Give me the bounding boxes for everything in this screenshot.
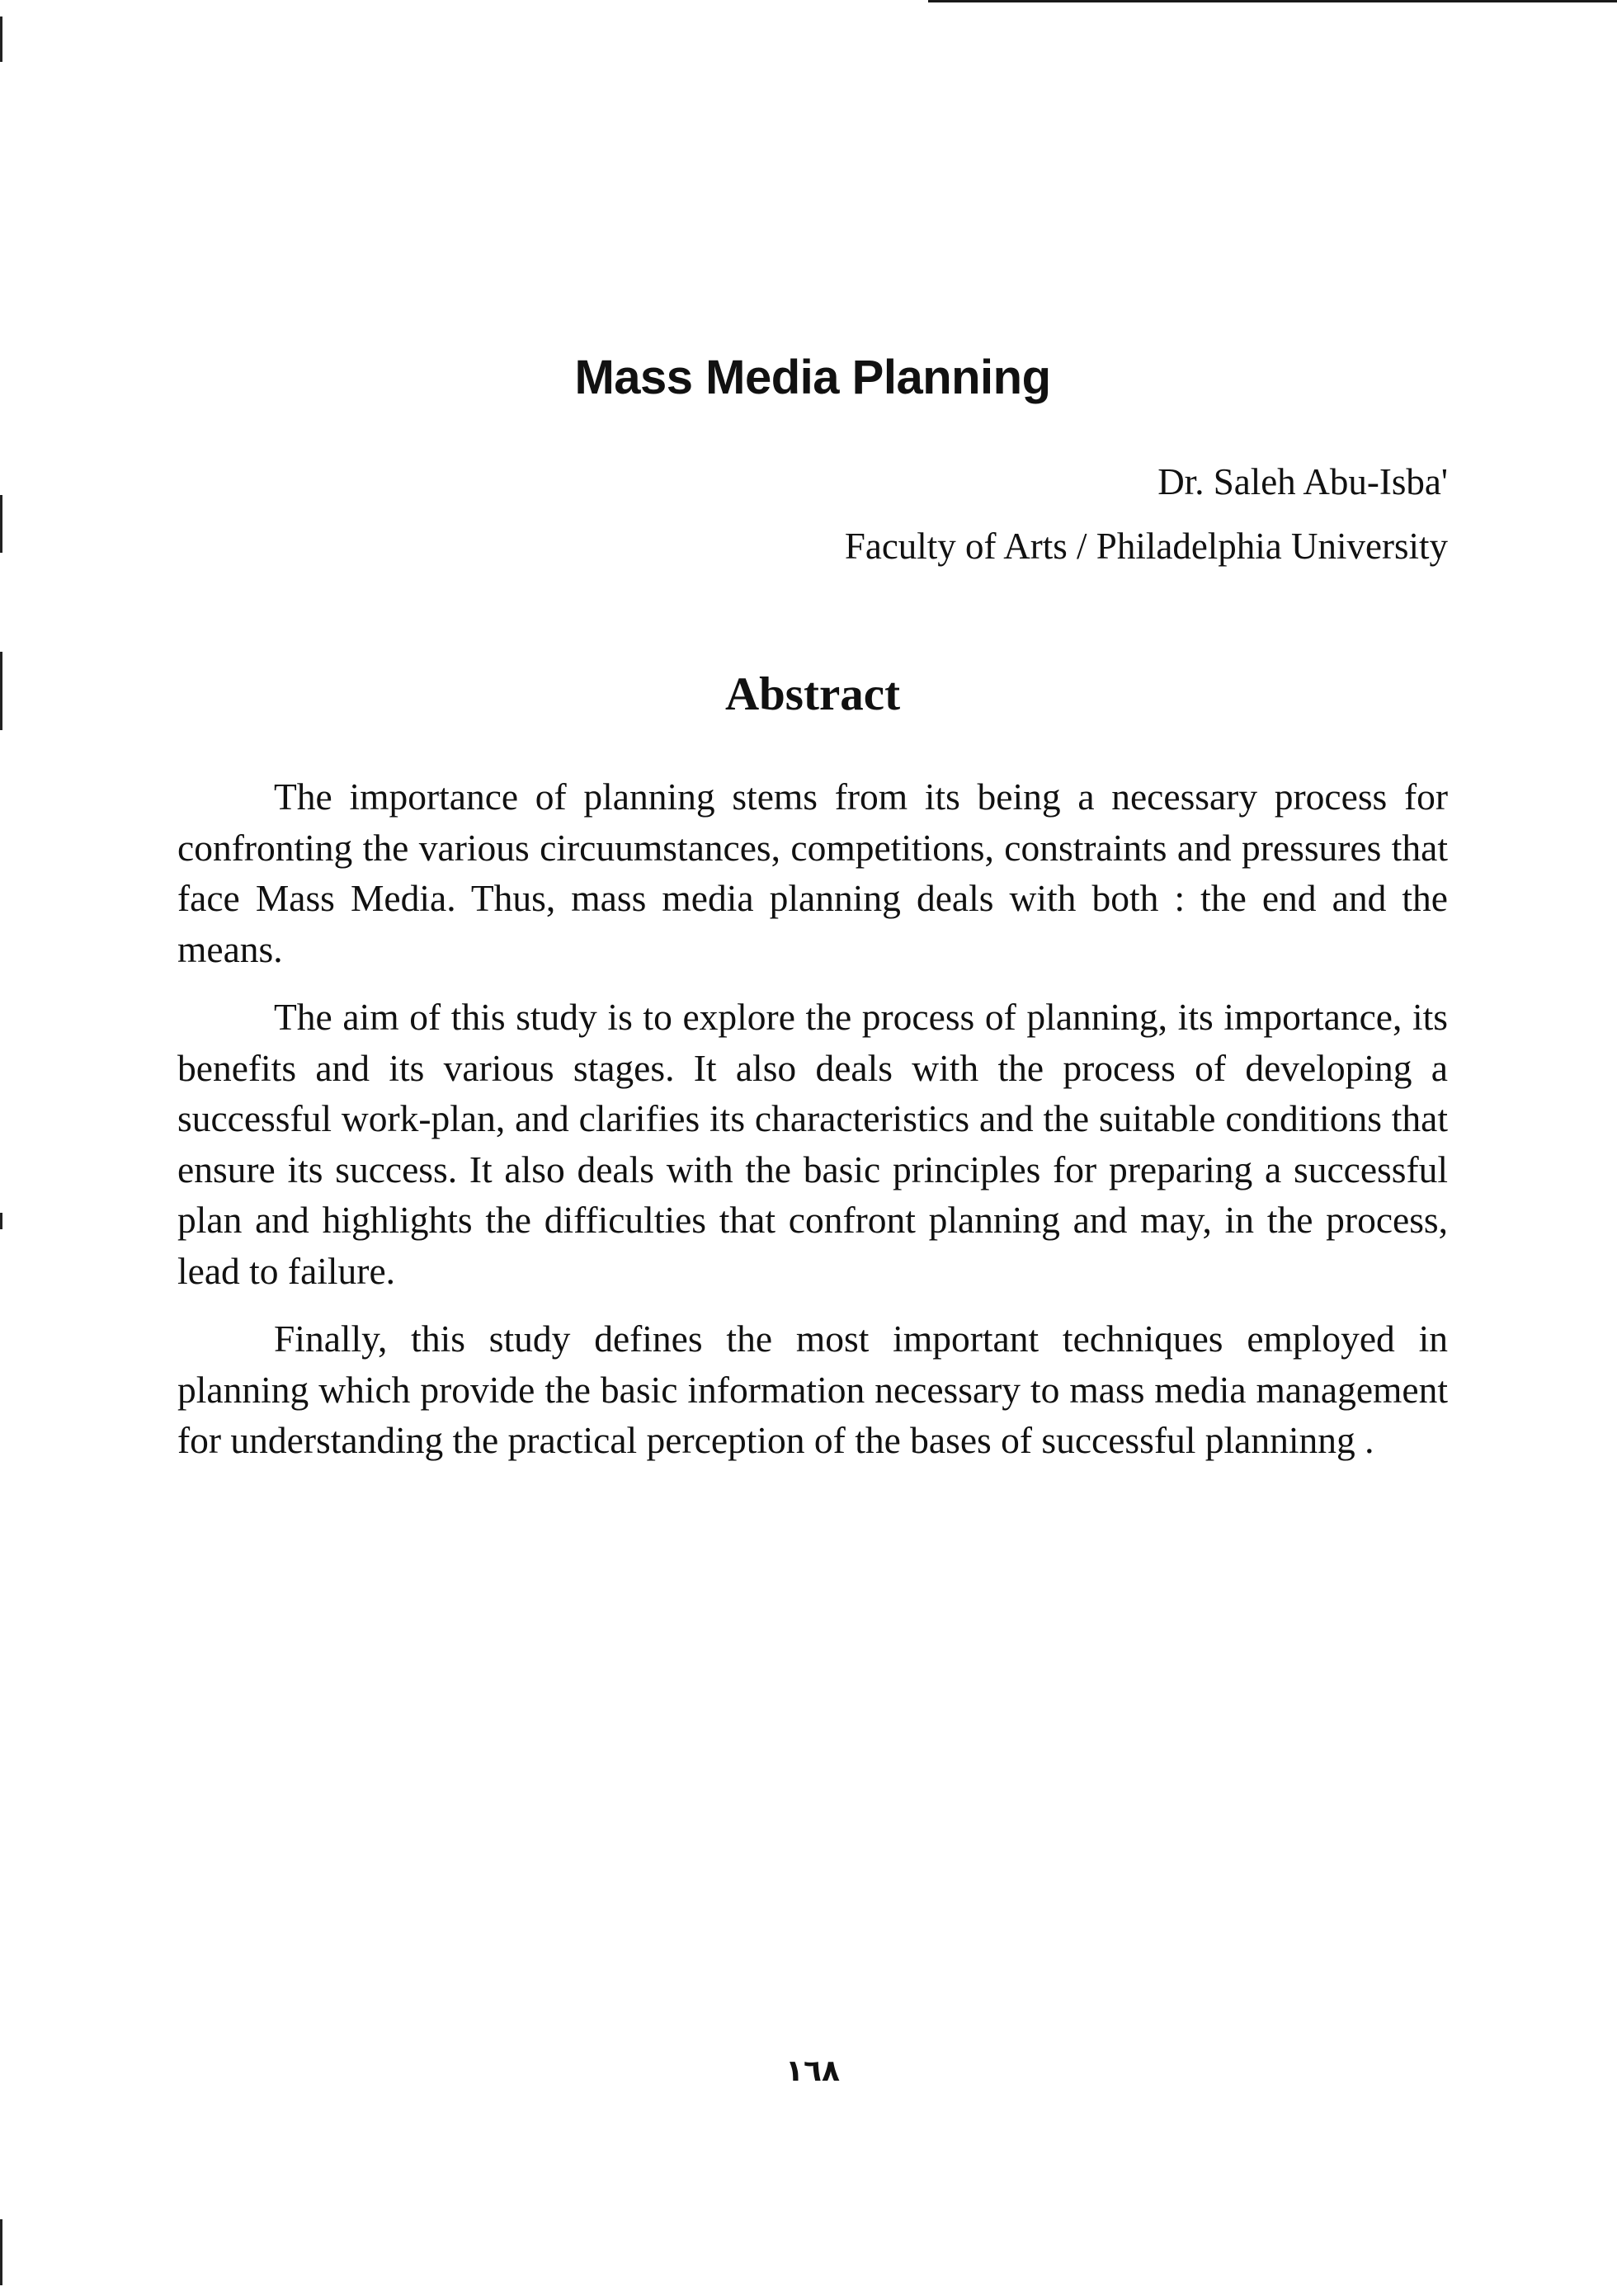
- abstract-paragraph: Finally, this study defines the most important techniques employed in planning which provide the basic information necessary to mass media management for understanding the practical perception of the bases of successful planninng .: [177, 1318, 1448, 1461]
- author-block: [845, 450, 1448, 578]
- scan-binding-edge: [0, 0, 5, 2296]
- scan-top-rule: [928, 0, 1617, 2]
- author-name: Dr. Saleh Abu-Isba': [1157, 461, 1448, 502]
- author-affiliation: Faculty of Arts / Philadelphia University: [844, 526, 1448, 567]
- abstract-body: [177, 771, 1448, 1483]
- abstract-paragraph: The aim of this study is to explore the process of planning, its importance, its benefits and its various stages. It also deals with the process of developing a successful work-plan, and clarifies its characteristics and the suitable conditions that ensure its success. It also deals with the basic principles for preparing a successful plan and highlights the difficulties that confront planning and may, in the process, lead to failure.: [177, 996, 1448, 1292]
- page-number: ١٦٨: [785, 2054, 840, 2088]
- abstract-paragraph: The importance of planning stems from its being a necessary process for confronting the various circuumstances, competitions, constraints and pressures that face Mass Media. Thus, mass media planning deals with both : the end and the means.: [177, 776, 1448, 970]
- paper-title: Mass Media Planning: [574, 350, 1051, 404]
- abstract-heading: Abstract: [724, 668, 901, 721]
